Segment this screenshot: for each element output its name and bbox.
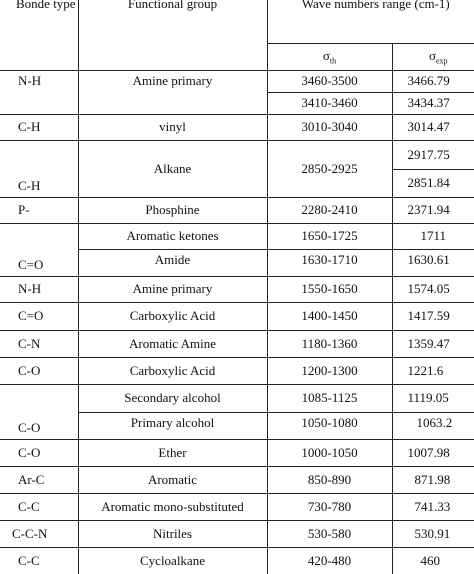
exp-cell: 3466.79 — [392, 70, 474, 92]
table-row — [0, 466, 474, 493]
bond-cell: C-C — [18, 552, 40, 568]
exp-cell: 1417.59 — [392, 302, 474, 330]
group-cell: Aromatic Amine — [78, 330, 267, 357]
exp-cell: 3434.37 — [392, 92, 474, 114]
group-cell: Aromatic ketones — [78, 223, 267, 249]
exp-cell: 1359.47 — [392, 330, 474, 357]
th-cell: 1200-1300 — [267, 357, 392, 384]
th-cell: 1550-1650 — [267, 276, 392, 302]
header-sigma-th — [267, 43, 392, 70]
table-row — [0, 493, 474, 520]
exp-cell: 2851.84 — [392, 169, 474, 197]
group-cell: Amine primary — [78, 276, 267, 302]
bond-cell: Ar-C — [0, 466, 78, 493]
th-cell: 1400-1450 — [267, 302, 392, 330]
table-row — [0, 276, 474, 302]
group-cell: Aromatic mono-substituted — [78, 493, 267, 520]
exp-cell: 2917.75 — [392, 140, 474, 169]
group-cell: Phosphine — [78, 197, 267, 223]
bond-cell: C-O — [0, 357, 78, 384]
table-row — [0, 70, 474, 92]
th-cell: 2850-2925 — [267, 140, 392, 197]
sigma-exp-symbol: σ — [428, 47, 436, 63]
bond-cell: C-O — [0, 439, 78, 466]
exp-cell: 2371.94 — [392, 197, 474, 223]
exp-cell: 1119.05 — [392, 384, 474, 412]
th-cell: 1630-1710 — [267, 249, 392, 276]
th-cell: 530-580 — [267, 520, 392, 547]
exp-cell: 1063.2 — [392, 412, 474, 439]
th-cell: 1050-1080 — [267, 412, 392, 439]
th-cell: 3010-3040 — [267, 114, 392, 140]
bond-cell: N-H — [0, 276, 78, 302]
group-cell: Primary alcohol — [78, 412, 267, 439]
table-row — [0, 223, 474, 249]
bond-cell: C-C — [0, 493, 78, 520]
th-cell: 730-780 — [267, 493, 392, 520]
group-cell: Amide — [78, 249, 267, 276]
th-cell: 1000-1050 — [267, 439, 392, 466]
exp-cell: 1574.05 — [392, 276, 474, 302]
th-cell: 3460-3500 — [267, 70, 392, 92]
bond-cell: C-H — [0, 140, 78, 197]
table-row — [0, 547, 474, 574]
table-row — [0, 302, 474, 330]
group-cell: Secondary alcohol — [78, 384, 267, 412]
bond-cell: C=O — [0, 302, 78, 330]
group-cell: Alkane — [78, 140, 267, 197]
table-row — [0, 197, 474, 223]
group-cell: Ether — [78, 439, 267, 466]
exp-cell: 1630.61 — [392, 249, 474, 276]
table-row — [0, 384, 474, 412]
exp-cell: 530.91 — [392, 520, 474, 547]
sigma-th-subscript: th — [329, 56, 337, 66]
header-wave-range: Wave numbers range (cm-1) — [267, 0, 474, 43]
th-cell: 2280-2410 — [267, 197, 392, 223]
exp-cell: 1007.98 — [392, 439, 474, 466]
header-sigma-exp — [392, 43, 474, 70]
th-cell: 420-480 — [267, 547, 392, 574]
group-cell: Carboxylic Acid — [78, 302, 267, 330]
th-cell: 3410-3460 — [267, 92, 392, 114]
exp-cell: 460 — [392, 547, 474, 574]
table-row — [0, 357, 474, 384]
exp-cell: 741.33 — [392, 493, 474, 520]
sigma-th-symbol: σ — [322, 47, 330, 63]
bond-cell: C-C-N — [0, 520, 78, 547]
exp-cell: 1711 — [392, 223, 474, 249]
table-row — [0, 330, 474, 357]
header-functional-group: Functional group — [78, 0, 267, 70]
group-cell: Aromatic — [78, 466, 267, 493]
exp-cell: 3014.47 — [392, 114, 474, 140]
bond-cell: C-H — [0, 114, 78, 140]
group-cell: Nitriles — [78, 520, 267, 547]
sigma-exp-subscript: exp — [435, 56, 448, 66]
group-cell: Amine primary — [78, 70, 267, 114]
group-cell: Carboxylic Acid — [78, 357, 267, 384]
bond-cell: C=O — [0, 223, 78, 276]
exp-cell: 871.98 — [392, 466, 474, 493]
table-row — [0, 140, 474, 169]
bond-cell: P- — [0, 197, 78, 223]
table-row — [0, 439, 474, 466]
table-row — [0, 114, 474, 140]
bond-cell: C-N — [0, 330, 78, 357]
group-cell: Cycloalkane — [78, 547, 267, 574]
th-cell: 1650-1725 — [267, 223, 392, 249]
header-bond-type: Bonde type — [0, 0, 78, 70]
th-cell: 1180-1360 — [267, 330, 392, 357]
bond-cell: C-O — [0, 384, 78, 439]
th-cell: 1085-1125 — [267, 384, 392, 412]
bond-cell: N-H — [0, 70, 78, 114]
th-cell: 850-890 — [267, 466, 392, 493]
exp-cell: 1221.6 — [392, 357, 474, 384]
group-cell: vinyl — [78, 114, 267, 140]
header-row — [0, 0, 474, 43]
